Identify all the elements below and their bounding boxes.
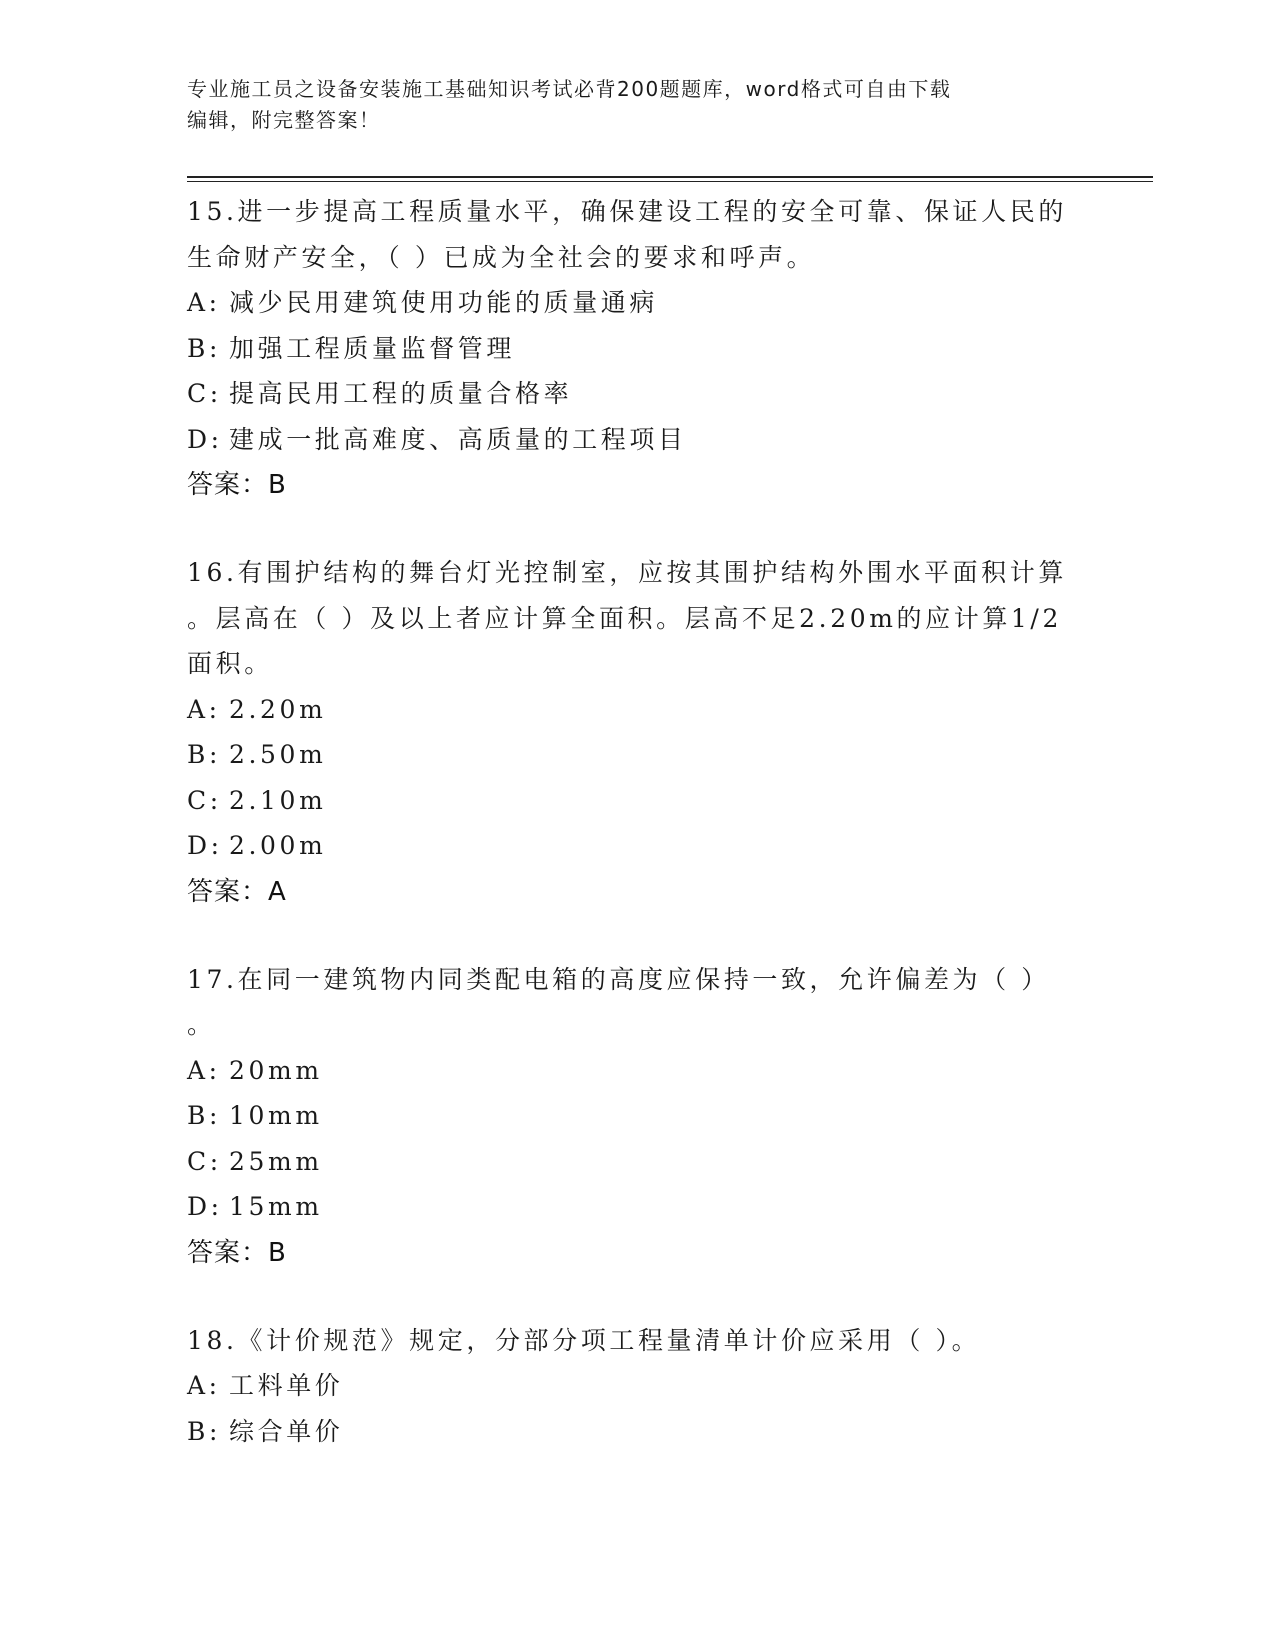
- question-stem-line: 面积。: [187, 649, 273, 678]
- option-letter: A:: [187, 694, 221, 724]
- option-text: 2.10m: [229, 785, 327, 815]
- header-divider-thin: [187, 181, 1153, 182]
- question-stem-line: 18.《计价规范》规定，分部分项工程量清单计价应采用（ ）。: [187, 1325, 981, 1355]
- option-text: 建成一批高难度、高质量的工程项目: [229, 424, 687, 454]
- option-text: 减少民用建筑使用功能的质量通病: [229, 288, 659, 317]
- question-list: [187, 189, 1087, 1496]
- option-letter: A:: [187, 1371, 221, 1400]
- question-block: [187, 957, 1087, 1276]
- answer-option: [187, 1184, 1087, 1230]
- question-block: [187, 550, 1087, 915]
- question-block: [187, 189, 1087, 508]
- option-letter: A:: [187, 1055, 221, 1085]
- option-text: 综合单价: [229, 1416, 344, 1446]
- answer-option: [187, 1093, 1087, 1139]
- answer-option: [187, 280, 1087, 326]
- option-letter: D:: [187, 1192, 223, 1221]
- answer-option: [187, 687, 1087, 733]
- option-letter: A:: [187, 288, 221, 317]
- option-text: 提高民用工程的质量合格率: [229, 379, 573, 408]
- option-text: 2.20m: [229, 694, 327, 724]
- option-text: 15mm: [229, 1192, 323, 1221]
- answer-option: [187, 1048, 1087, 1094]
- answer-key: 答案：A: [187, 876, 287, 907]
- question-stem-line: 15.进一步提高工程质量水平，确保建设工程的安全可靠、保证人民的: [187, 197, 1067, 226]
- option-letter: C:: [187, 785, 222, 815]
- answer-option: [187, 1363, 1087, 1409]
- option-letter: B:: [187, 333, 221, 363]
- option-text: 10mm: [229, 1101, 323, 1130]
- header-line-2: 编辑，附完整答案！: [187, 108, 381, 132]
- answer-option: [187, 371, 1087, 417]
- question-stem-line: 16.有围护结构的舞台灯光控制室，应按其围护结构外围水平面积计算: [187, 558, 1067, 587]
- answer-option: [187, 326, 1087, 372]
- answer-option: [187, 417, 1087, 463]
- question-block: [187, 1318, 1087, 1455]
- option-letter: D:: [187, 424, 223, 454]
- answer-option: [187, 1139, 1087, 1185]
- option-text: 20mm: [229, 1055, 323, 1085]
- answer-option: [187, 778, 1087, 824]
- answer-option: [187, 1409, 1087, 1455]
- question-stem-line: 。层高在（ ）及以上者应计算全面积。层高不足2.20m的应计算1/2: [187, 603, 1062, 633]
- option-letter: B:: [187, 740, 221, 769]
- question-stem-line: 生命财产安全，（ ）已成为全社会的要求和呼声。: [187, 242, 816, 272]
- option-letter: B:: [187, 1101, 221, 1130]
- question-stem-line: 。: [187, 1010, 216, 1039]
- option-text: 2.00m: [229, 831, 327, 860]
- option-text: 工料单价: [229, 1371, 344, 1400]
- header-line-1: 专业施工员之设备安装施工基础知识考试必背200题题库，word格式可自由下载: [187, 77, 952, 101]
- option-letter: C:: [187, 1146, 222, 1176]
- question-stem-line: 17.在同一建筑物内同类配电箱的高度应保持一致，允许偏差为（ ）: [187, 964, 1050, 994]
- answer-key: 答案：B: [187, 1237, 287, 1268]
- option-letter: C:: [187, 379, 222, 408]
- answer-key: 答案：B: [187, 470, 287, 500]
- header-divider-thick: [187, 176, 1153, 178]
- answer-option: [187, 732, 1087, 778]
- option-letter: D:: [187, 831, 223, 860]
- option-text: 2.50m: [229, 740, 327, 769]
- option-letter: B:: [187, 1416, 221, 1446]
- option-text: 25mm: [229, 1146, 323, 1176]
- option-text: 加强工程质量监督管理: [229, 333, 516, 363]
- answer-option: [187, 823, 1087, 869]
- document-header: [187, 74, 1067, 136]
